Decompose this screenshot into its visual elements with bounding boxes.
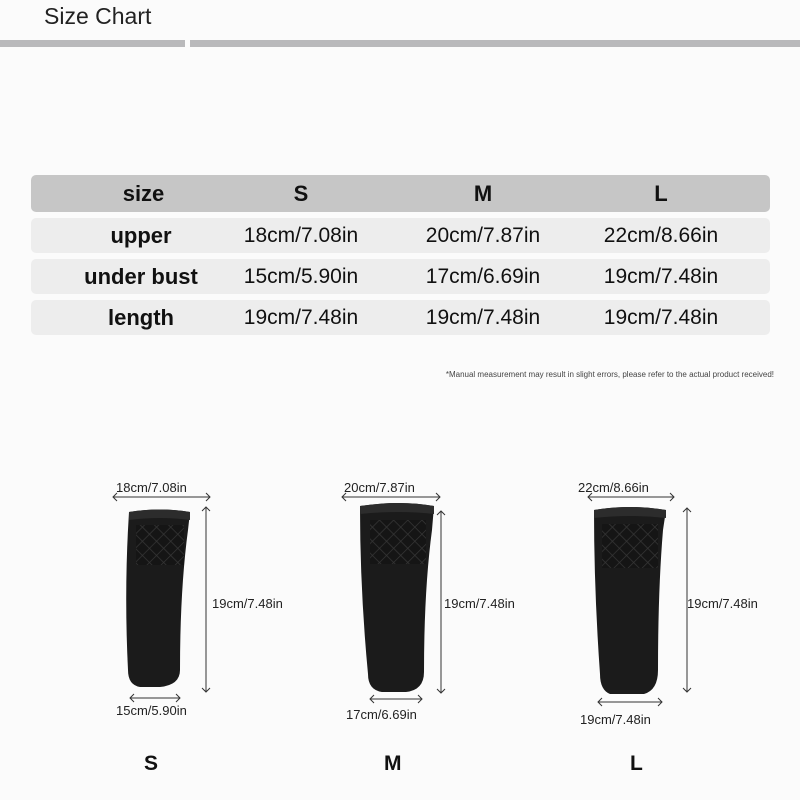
table-cell: 18cm/7.08in bbox=[243, 223, 359, 247]
table-cell: 15cm/5.90in bbox=[243, 264, 359, 288]
length-label: 19cm/7.48in bbox=[687, 596, 758, 611]
page-title: Size Chart bbox=[44, 3, 152, 29]
size-label: M bbox=[384, 752, 402, 775]
table-row-under-bust bbox=[31, 259, 770, 294]
row-label: under bust bbox=[84, 263, 198, 289]
figure-size-m bbox=[330, 470, 590, 800]
length-label: 19cm/7.48in bbox=[212, 596, 283, 611]
table-cell: 19cm/7.48in bbox=[603, 264, 719, 288]
size-label: L bbox=[630, 752, 643, 775]
table-row-upper bbox=[31, 218, 770, 253]
table-cell: 20cm/7.87in bbox=[425, 223, 541, 247]
bottom-width-label: 15cm/5.90in bbox=[116, 703, 187, 718]
table-cell: 19cm/7.48in bbox=[603, 305, 719, 329]
top-width-label: 18cm/7.08in bbox=[116, 480, 187, 495]
header-divider-left bbox=[0, 40, 185, 47]
table-cell: 17cm/6.69in bbox=[425, 264, 541, 288]
figure-size-l bbox=[570, 470, 800, 800]
top-width-label: 20cm/7.87in bbox=[344, 480, 415, 495]
column-header-size: size bbox=[122, 180, 165, 206]
size-table bbox=[31, 175, 770, 341]
column-header-l: L bbox=[654, 180, 668, 206]
sleeve-illustration bbox=[570, 470, 800, 800]
row-label: length bbox=[108, 304, 174, 330]
table-cell: 19cm/7.48in bbox=[243, 305, 359, 329]
header-divider-right bbox=[190, 40, 800, 47]
row-label: upper bbox=[110, 222, 172, 248]
length-label: 19cm/7.48in bbox=[444, 596, 515, 611]
measurement-note: *Manual measurement may result in slight errors, please refer to the actual product received! bbox=[445, 370, 774, 379]
size-label: S bbox=[144, 752, 159, 775]
sleeve-illustration bbox=[100, 470, 360, 800]
bottom-width-label: 17cm/6.69in bbox=[346, 707, 417, 722]
figure-size-s bbox=[100, 470, 360, 800]
bottom-width-label: 19cm/7.48in bbox=[580, 712, 651, 727]
column-header-m: M bbox=[473, 180, 493, 206]
table-cell: 19cm/7.48in bbox=[425, 305, 541, 329]
table-cell: 22cm/8.66in bbox=[603, 223, 719, 247]
table-row-length bbox=[31, 300, 770, 335]
top-width-label: 22cm/8.66in bbox=[578, 480, 649, 495]
sleeve-illustration bbox=[330, 470, 590, 800]
column-header-s: S bbox=[293, 180, 309, 206]
table-header-row bbox=[31, 175, 770, 212]
